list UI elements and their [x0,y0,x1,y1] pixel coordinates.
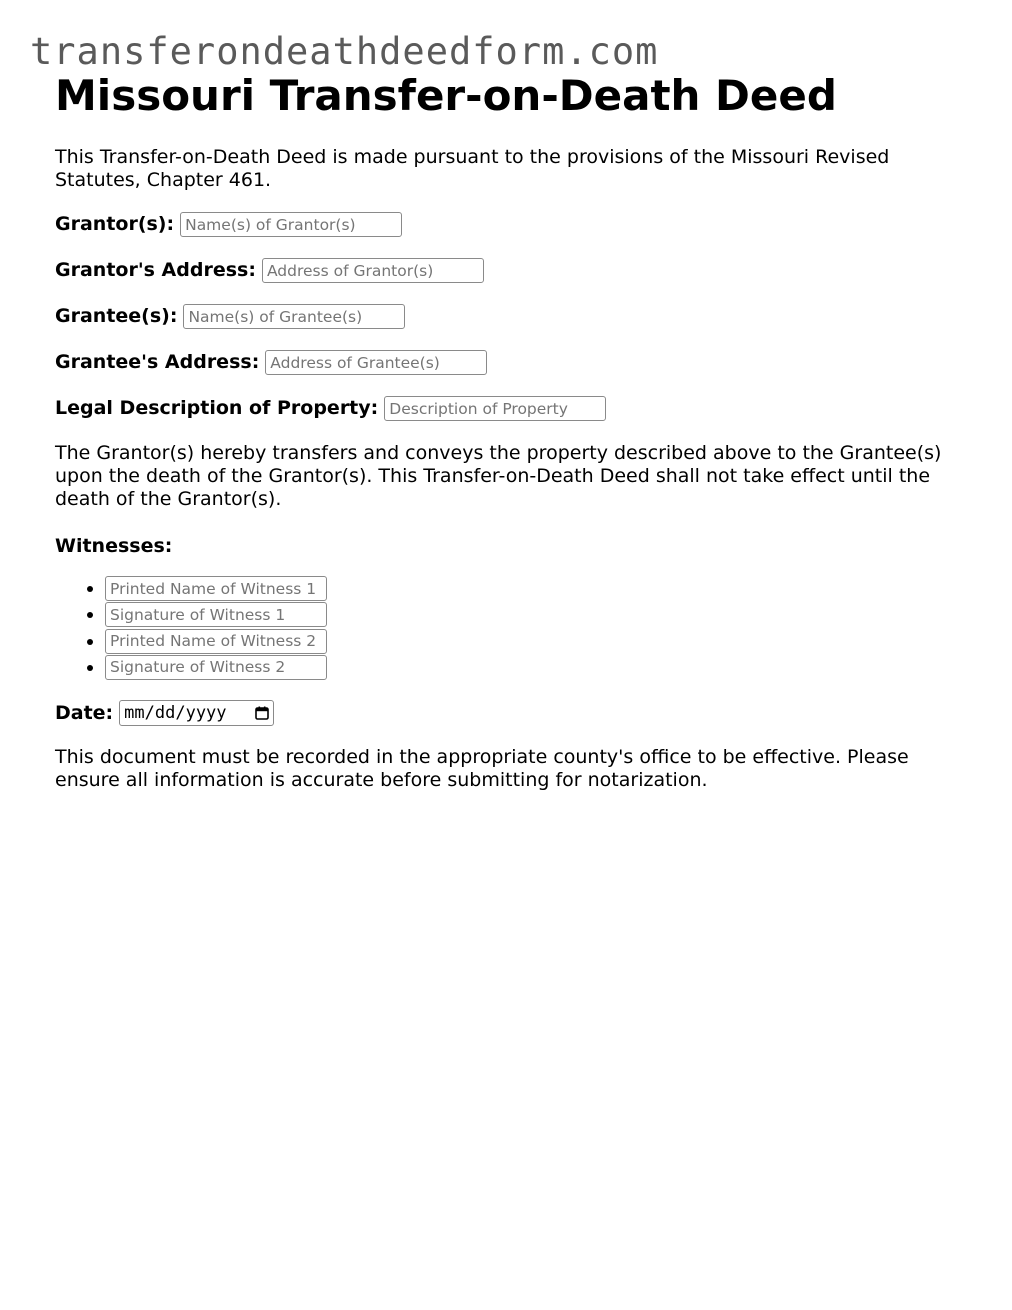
grantees-field [55,304,955,329]
page-title: Missouri Transfer-on-Death Deed [55,71,837,120]
date-field [55,700,955,726]
grantors-label: Grantor(s): [55,213,175,235]
witnesses-label: Witnesses: [55,535,173,557]
list-item [105,654,955,680]
witness-2-signature-input[interactable] [105,655,327,680]
grantee-address-field [55,350,955,375]
list-item [105,628,955,654]
grantors-field [55,212,955,237]
legal-description-label: Legal Description of Property: [55,397,379,419]
grantor-address-field [55,258,955,283]
grantor-address-input[interactable] [262,258,484,283]
grantor-address-label: Grantor's Address: [55,259,256,281]
intro-paragraph: This Transfer-on-Death Deed is made pursuant to the provisions of the Missouri Revised Statutes, Chapter 461. [55,146,890,191]
date-placeholder: mm/dd/yyyy [124,702,227,723]
grantee-address-input[interactable] [265,350,487,375]
witness-1-signature-input[interactable] [105,602,327,627]
witness-2-name-input[interactable] [105,629,327,654]
footer-note: This document must be recorded in the appropriate county's office to be effective. Please ensure all information is accurate before submitting for notarization. [55,746,909,792]
list-item [105,575,955,601]
calendar-icon[interactable] [255,706,269,720]
grantees-label: Grantee(s): [55,305,178,327]
legal-description-input[interactable] [384,396,606,421]
legal-description-field [55,396,955,421]
list-item [105,601,955,627]
date-input[interactable] [119,700,274,726]
witness-1-name-input[interactable] [105,576,327,601]
site-watermark: transferondeathdeedform.com [30,30,659,73]
conveyance-paragraph: The Grantor(s) hereby transfers and conveys the property described above to the Grantee(s) upon the death of the Grantor(s). This Transfer-on-Death Deed shall not take effect until the death of the Grantor(s). [55,442,942,510]
grantors-input[interactable] [180,212,402,237]
grantees-input[interactable] [183,304,405,329]
date-label: Date: [55,701,114,724]
deed-form [55,70,955,792]
witness-list [55,575,955,680]
grantee-address-label: Grantee's Address: [55,351,260,373]
